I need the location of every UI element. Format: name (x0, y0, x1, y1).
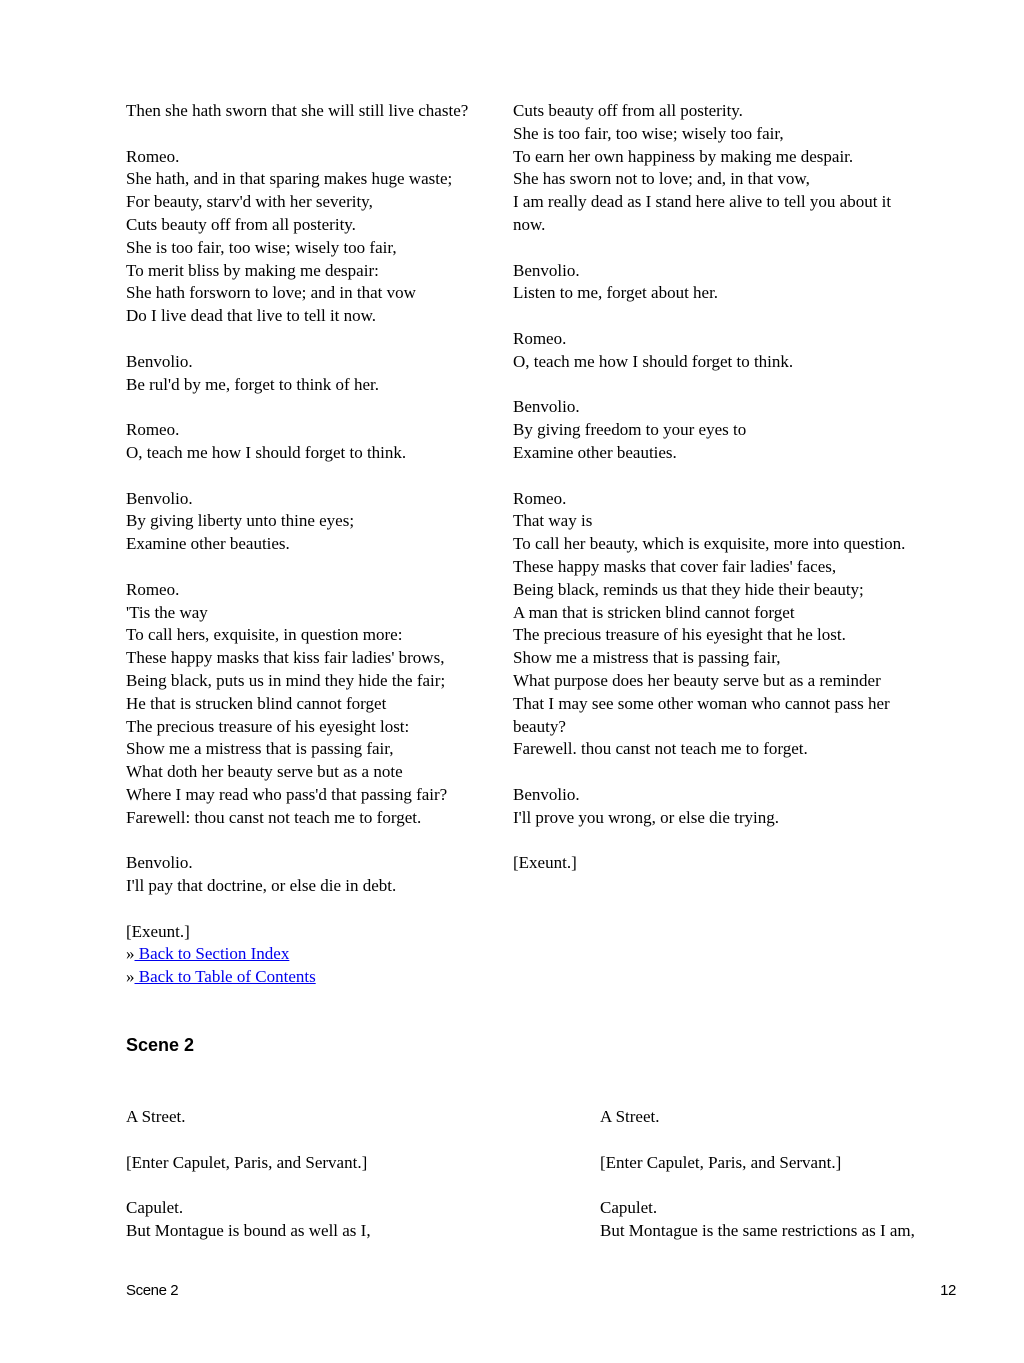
text-line: Listen to me, forget about her. (513, 283, 719, 303)
scene-left-column (126, 1106, 566, 1243)
text-line: Benvolio. (126, 351, 193, 371)
speech-block (126, 488, 514, 556)
text-line: 'Tis the way (126, 602, 208, 622)
speech-block (126, 1197, 566, 1243)
speech-block (513, 488, 973, 762)
text-line: He that is strucken blind cannot forget (126, 693, 387, 713)
text-line: Cuts beauty off from all posterity. (126, 214, 356, 234)
speech-block (513, 100, 973, 237)
text-line: These happy masks that cover fair ladies' faces, (513, 556, 837, 576)
speech-block (126, 100, 514, 123)
text-line: But Montague is the same restrictions as I am, (600, 1220, 915, 1240)
dialogue-right-column (513, 100, 973, 875)
text-line: Capulet. (126, 1198, 184, 1218)
speech-block (126, 852, 514, 898)
speech-block (126, 146, 514, 328)
dialogue-left-column (126, 100, 514, 989)
text-line: Then she hath sworn that she will still live chaste? (126, 101, 469, 120)
speech-block (126, 1106, 566, 1129)
text-line: I'll prove you wrong, or else die trying. (513, 807, 780, 827)
text-line: What purpose does her beauty serve but as a reminder (513, 670, 881, 690)
text-line: Farewell. thou canst not teach me to forget. (513, 739, 808, 759)
text-line: Being black, reminds us that they hide their beauty; (513, 579, 864, 599)
speech-block (600, 1106, 1000, 1129)
scene-heading: Scene 2 (126, 1035, 195, 1055)
text-line: Where I may read who pass'd that passing fair? (126, 784, 448, 804)
speech-block (600, 1152, 1000, 1175)
text-line: That way is (513, 511, 593, 531)
text-line: Show me a mistress that is passing fair, (126, 739, 394, 759)
nav-link-row (126, 943, 514, 966)
text-line: By giving liberty unto thine eyes; (126, 511, 355, 531)
text-line: Benvolio. (513, 397, 580, 417)
speech-block (126, 579, 514, 830)
text-line: A Street. (600, 1107, 660, 1126)
text-line: beauty? (513, 716, 566, 736)
text-line: [Enter Capulet, Paris, and Servant.] (126, 1152, 368, 1172)
speech-block (126, 921, 514, 944)
text-line: A Street. (126, 1107, 186, 1126)
text-line: now. (513, 214, 546, 234)
text-line: She hath, and in that sparing makes huge waste; (126, 169, 453, 189)
text-line: To call hers, exquisite, in question more: (126, 625, 403, 645)
text-line: Romeo. (513, 328, 567, 348)
speech-block (126, 351, 514, 397)
speech-block (600, 1197, 1000, 1243)
text-line: Be rul'd by me, forget to think of her. (126, 374, 379, 394)
speech-block (513, 260, 973, 306)
right-angle-quote-bullet: » (126, 944, 135, 964)
text-line: Benvolio. (126, 853, 193, 873)
text-line: For beauty, starv'd with her severity, (126, 192, 373, 212)
text-line: These happy masks that kiss fair ladies' brows, (126, 648, 445, 668)
text-line: A man that is stricken blind cannot forget (513, 602, 795, 622)
text-line: She is too fair, too wise; wisely too fair, (513, 123, 784, 143)
text-line: Benvolio. (126, 488, 193, 508)
footer-page-number: 12 (940, 1282, 956, 1299)
text-line: Romeo. (126, 420, 180, 440)
text-line: She has sworn not to love; and, in that vow, (513, 169, 810, 189)
text-line: [Enter Capulet, Paris, and Servant.] (600, 1152, 842, 1172)
speech-block (126, 1152, 566, 1175)
footer-scene-label: Scene 2 (126, 1282, 179, 1299)
text-line: Romeo. (126, 579, 180, 599)
text-line: What doth her beauty serve but as a note (126, 762, 403, 782)
scene-right-column (600, 1106, 1000, 1243)
text-line: To call her beauty, which is exquisite, more into question. (513, 534, 906, 554)
back-links (126, 943, 514, 989)
speech-block (513, 328, 973, 374)
page-footer (126, 1281, 956, 1301)
text-line: I'll pay that doctrine, or else die in debt. (126, 876, 397, 896)
speech-block (513, 852, 973, 875)
text-line: Examine other beauties. (126, 534, 290, 554)
text-line: Examine other beauties. (513, 442, 677, 462)
right-angle-quote-bullet: » (126, 967, 135, 987)
text-line: Benvolio. (513, 784, 580, 804)
text-line: By giving freedom to your eyes to (513, 420, 747, 440)
text-line: [Exeunt.] (126, 921, 190, 941)
text-line: Capulet. (600, 1198, 658, 1218)
text-line: Farewell: thou canst not teach me to forget. (126, 807, 422, 827)
text-line: To earn her own happiness by making me despair. (513, 146, 854, 166)
link-back-to-section-index[interactable]: Back to Section Index (134, 944, 290, 964)
link-back-to-table-of-contents[interactable]: Back to Table of Contents (134, 967, 316, 987)
dialogue-left-blocks (126, 100, 514, 943)
text-line: To merit bliss by making me despair: (126, 260, 379, 280)
text-line: Benvolio. (513, 260, 580, 280)
text-line: She is too fair, too wise; wisely too fair, (126, 237, 397, 257)
text-line: She hath forsworn to love; and in that vow (126, 283, 416, 303)
text-line: But Montague is bound as well as I, (126, 1220, 371, 1240)
text-line: That I may see some other woman who cannot pass her (513, 693, 890, 713)
text-line: Being black, puts us in mind they hide the fair; (126, 670, 446, 690)
text-line: [Exeunt.] (513, 853, 577, 873)
speech-block (126, 419, 514, 465)
text-line: O, teach me how I should forget to think. (513, 351, 794, 371)
speech-block (513, 396, 973, 464)
text-line: O, teach me how I should forget to think. (126, 442, 407, 462)
text-line: Romeo. (513, 488, 567, 508)
text-line: I am really dead as I stand here alive to tell you about it (513, 192, 892, 212)
text-line: Cuts beauty off from all posterity. (513, 101, 743, 120)
text-line: Do I live dead that live to tell it now. (126, 306, 377, 326)
speech-block (513, 784, 973, 830)
text-line: Show me a mistress that is passing fair, (513, 648, 781, 668)
text-line: The precious treasure of his eyesight lost: (126, 716, 410, 736)
text-line: Romeo. (126, 146, 180, 166)
text-line: The precious treasure of his eyesight that he lost. (513, 625, 846, 645)
nav-link-row (126, 966, 514, 989)
